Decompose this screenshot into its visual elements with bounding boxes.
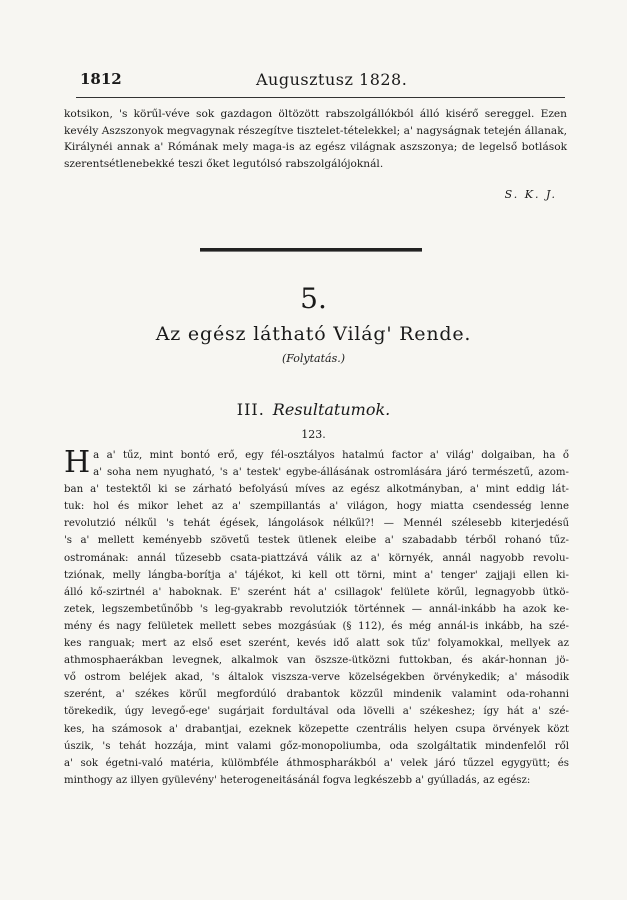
body-line-text: a a' tűz, mint bontó erő, egy fél-osztályos hatalmú factor a' világ' dolgaiban, ha ő	[93, 450, 569, 461]
article-number: 5.	[300, 282, 327, 315]
header-rule	[76, 97, 565, 98]
body-text	[64, 447, 569, 789]
body-line-text: a' soha nem nyugható, 's a' testek' egybe-állásának ostromlására járó természetű, azom-	[93, 467, 569, 479]
body-line: ban a' testektől ki se zárható befolyású míves az egész alkotmányban, a' mint eddig lát-	[64, 484, 569, 496]
page-number: 1812	[80, 70, 122, 88]
body-line: a' sok égetni-való matéria, külömbféle áthmospharákból a' velek járó tűzzel egygyütt; és	[64, 757, 569, 769]
section-title: Resultatumok.	[272, 400, 391, 419]
body-line: tuk: hol és mikor lehet az a' szempillantás a' világon, hogy miatta csendesség lenne	[64, 501, 569, 513]
author-signature: S. K. J.	[504, 188, 557, 201]
body-line: úszik, 's tehát hozzája, mint valami gőz-monopoliumba, oda szolgáltatik mindenfelől ről	[64, 740, 569, 752]
body-line: vő ostrom beléjek akad, 's általok viszsza-verve közelségekben örvénykedik; a' második	[64, 672, 569, 684]
body-line: ostromának: annál tűzesebb csata-piattzává válik az a' környék, annál nagyobb revolu-	[64, 552, 569, 564]
body-line: minthogy az illyen gyülevény' heterogeneitásánál fogva legkészebb a' gyúlladás, az egész:	[64, 774, 531, 786]
body-line: 's a' mellett keményebb szövetű testek ütlenek eleibe a' szabadabb térből rohanó tűz-	[64, 535, 569, 547]
body-line: zetek, legszembetűnőbb 's leg-gyakrabb revolutziók történnek — annál-inkább ha azok ke-	[64, 603, 569, 615]
section-roman-numeral: III.	[236, 400, 265, 419]
body-line	[64, 464, 569, 481]
intro-text: kotsikon, 's körűl-véve sok gazdagon öltözött rabszolgállókból álló kisérő sereggel. Ezen kevély Aszszonyok megvagynak részegítve tisztelet-tételekkel; a' nagyságnak tetején állanak, Királynéi annak a' Rómának mely maga-is az egész világnak aszszonya; de legelső botlások szerentsétlenebekké teszi őket legutólsó rabszolgálójoknál.	[64, 108, 567, 170]
intro-paragraph	[64, 106, 567, 172]
section-separator	[200, 248, 422, 252]
paragraph-number: 123.	[301, 428, 326, 441]
body-line: athmosphaerákban levegnek, alkalmok van öszsze-ütközni futtokban, és akár-honnan jö-	[64, 655, 569, 667]
body-line: álló kő-szirtnél a' haboknak. E' szerént hát a' csillagok' felülete körűl, legnagyobb ütkö-	[64, 586, 569, 598]
running-title: Augusztusz 1828.	[256, 70, 408, 89]
body-line: mény és nagy felületek mellett sebes mozgásúak (§ 112), és még annál-is inkább, ha szé-	[64, 620, 569, 632]
section-heading	[0, 400, 627, 419]
body-line: törekedik, úgy levegő-ege' sugárjait fordultával oda lövelli a' székeshez; így hát a' szé-	[64, 706, 569, 718]
body-line: kes, ha számosok a' drabantjai, ezeknek közepette czentrális helyen csupa örvények közt	[64, 723, 569, 735]
continuation-note: (Folytatás.)	[281, 352, 346, 365]
body-line: revolutzió nélkűl 's tehát égések, lángolások nélkűl?! — Mennél szélesebb kiterjedésű	[64, 518, 569, 530]
body-line: kes ranguak; mert az első eset szerént, kevés idő alatt sok tűz' folyamokkal, mellyek az	[64, 638, 569, 650]
body-line: szerént, a' székes körűl megfordúló drabantok közzűl mindenik valamint oda-rohanni	[64, 689, 569, 701]
article-title: Az egész látható Világ' Rende.	[155, 323, 472, 345]
drop-cap: H	[64, 445, 91, 480]
body-line: tziónak, melly lángba-borítja a' tájékot, ki kell ott törni, mint a' tenger' zajjaji ellen ki-	[64, 569, 569, 581]
page-header	[76, 70, 567, 94]
